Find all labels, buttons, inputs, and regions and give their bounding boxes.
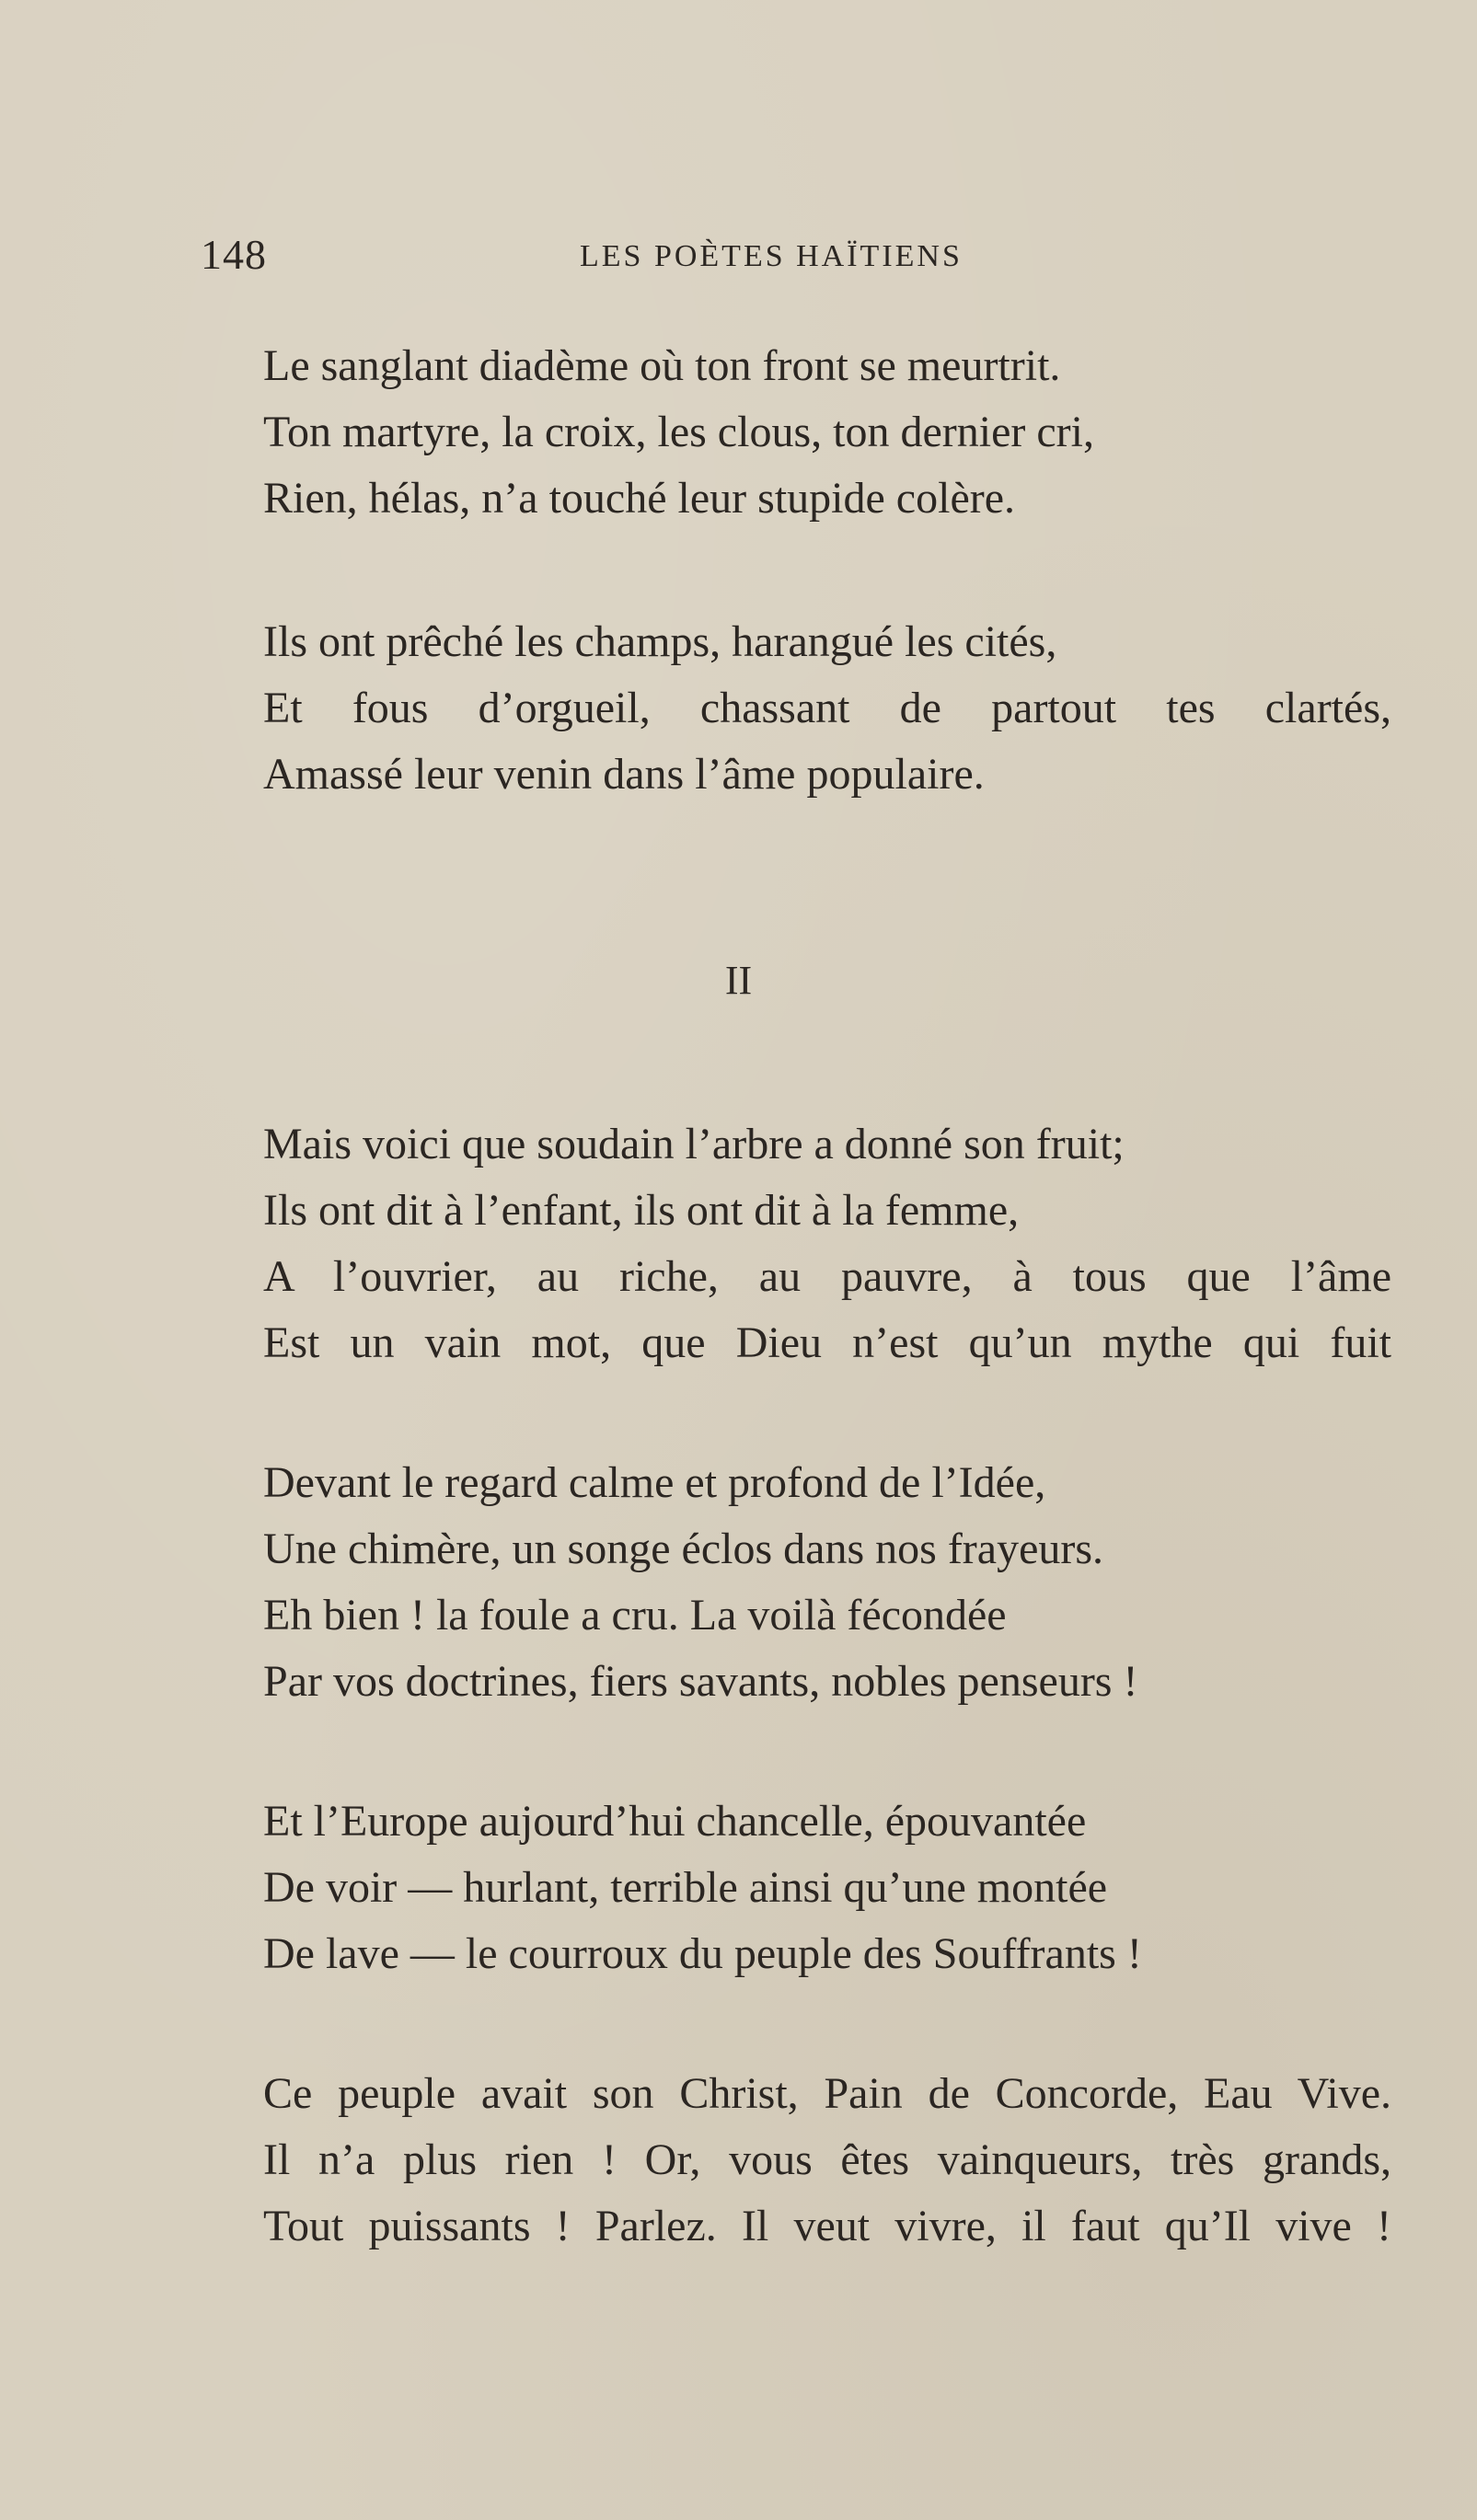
stanza-block-4	[263, 1450, 1395, 1715]
verse-line: De lave — le courroux du peuple des Souffrants !	[263, 1929, 1142, 1978]
stanza	[263, 609, 1395, 808]
verse-line: Ce peuple avait son Christ, Pain de Concorde, Eau Vive.	[263, 2069, 1391, 2118]
verse-line: Devant le regard calme et profond de l’Idée,	[263, 1458, 1046, 1507]
verse-line: Une chimère, un songe éclos dans nos frayeurs.	[263, 1525, 1104, 1573]
stanza-block-3	[263, 1111, 1395, 1376]
verse-line: Mais voici que soudain l’arbre a donné son fruit;	[263, 1120, 1125, 1168]
verse-line: Le sanglant diadème où ton front se meurtrit.	[263, 341, 1061, 390]
verse-line: Eh bien ! la foule a cru. La voilà fécondée	[263, 1591, 1007, 1640]
verse-line: Ton martyre, la croix, les clous, ton dernier cri,	[263, 408, 1094, 456]
verse-line: Rien, hélas, n’a touché leur stupide colère.	[263, 474, 1016, 523]
verse-line: Et fous d’orgueil, chassant de partout tes clartés,	[263, 684, 1391, 732]
verse-line: Tout puissants ! Parlez. Il veut vivre, il faut qu’Il vive !	[263, 2202, 1391, 2250]
verse-line: A l’ouvrier, au riche, au pauvre, à tous que l’âme	[263, 1252, 1391, 1301]
verse-line: Ils ont dit à l’enfant, ils ont dit à la femme,	[263, 1186, 1020, 1235]
stanza	[263, 2061, 1395, 2260]
running-title: LES POÈTES HAÏTIENS	[580, 239, 963, 273]
verse-line: Et l’Europe aujourd’hui chancelle, épouvantée	[263, 1797, 1087, 1846]
stanza	[263, 1789, 1395, 1987]
stanza-block-6	[263, 2061, 1395, 2260]
verse-line: Amassé leur venin dans l’âme populaire.	[263, 750, 985, 799]
verse-line: Il n’a plus rien ! Or, vous êtes vainqueurs, très grands,	[263, 2135, 1391, 2184]
verse-line: Ils ont prêché les champs, harangué les cités,	[263, 617, 1057, 666]
section-number: II	[724, 958, 753, 1003]
stanza-block-1	[263, 333, 1395, 532]
stanza-block-5	[263, 1789, 1395, 1987]
page-header	[201, 230, 1010, 285]
stanza-block-2	[263, 609, 1395, 808]
verse-line: Est un vain mot, que Dieu n’est qu’un mythe qui fuit	[263, 1318, 1391, 1367]
verse-line: De voir — hurlant, terrible ainsi qu’une montée	[263, 1863, 1108, 1912]
stanza	[263, 1450, 1395, 1715]
stanza	[263, 1111, 1395, 1376]
verse-line: Par vos doctrines, fiers savants, nobles penseurs !	[263, 1657, 1138, 1706]
stanza	[263, 333, 1395, 532]
page-number: 148	[201, 231, 267, 278]
